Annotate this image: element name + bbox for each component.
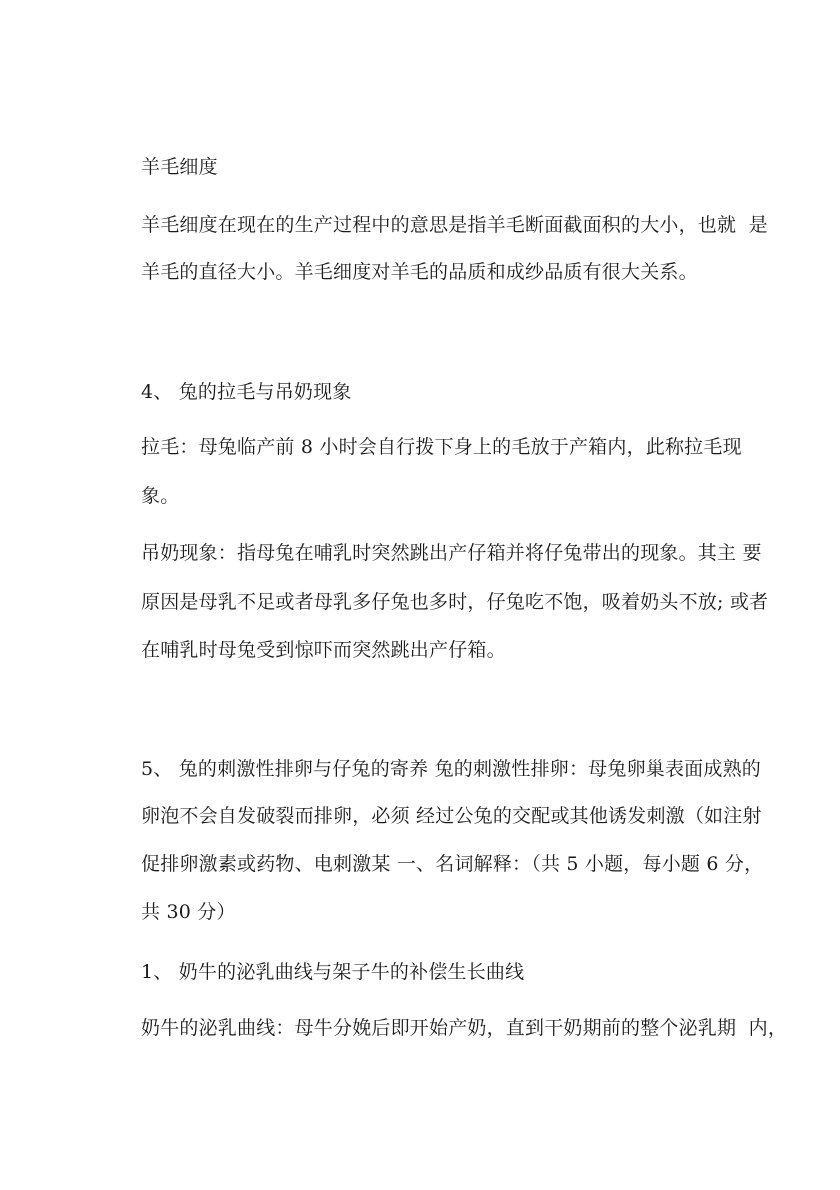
paragraph-line: 奶牛的泌乳曲线：母牛分娩后即开始产奶，直到干奶期前的整个泌乳期 内， bbox=[141, 1017, 788, 1039]
heading-milk-curve: 1、 奶牛的泌乳曲线与架子牛的补偿生长曲线 bbox=[141, 961, 525, 983]
paragraph-line: 在哺乳时母兔受到惊吓而突然跳出产仔箱。 bbox=[141, 639, 506, 661]
paragraph-line: 共 30 分） bbox=[141, 901, 236, 923]
heading-rabbit-fur-pulling: 4、 兔的拉毛与吊奶现象 bbox=[141, 381, 352, 403]
paragraph-line: 吊奶现象：指母兔在哺乳时突然跳出产仔箱并将仔兔带出的现象。其主 要 bbox=[141, 542, 762, 564]
paragraph-line: 象。 bbox=[141, 485, 180, 507]
paragraph-line: 促排卵激素或药物、电刺激某 一、名词解释：（共 5 小题，每小题 6 分， bbox=[141, 853, 764, 875]
paragraph-line: 羊毛的直径大小。羊毛细度对羊毛的品质和成纱品质有很大关系。 bbox=[141, 261, 698, 283]
paragraph-line: 卵泡不会自发破裂而排卵，必须 经过公兔的交配或其他诱发刺激（如注射 bbox=[141, 805, 762, 827]
paragraph-line: 羊毛细度在现在的生产过程中的意思是指羊毛断面截面积的大小，也就 是 bbox=[141, 214, 768, 236]
paragraph-line: 5、 兔的刺激性排卵与仔兔的寄养 兔的刺激性排卵：母兔卵巢表面成熟的 bbox=[141, 758, 761, 780]
heading-wool-fineness: 羊毛细度 bbox=[141, 156, 218, 178]
paragraph-line: 原因是母乳不足或者母乳多仔兔也多时，仔兔吃不饱，吸着奶头不放; 或者 bbox=[141, 591, 769, 613]
paragraph-line: 拉毛：母兔临产前 8 小时会自行拨下身上的毛放于产箱内，此称拉毛现 bbox=[141, 436, 742, 458]
